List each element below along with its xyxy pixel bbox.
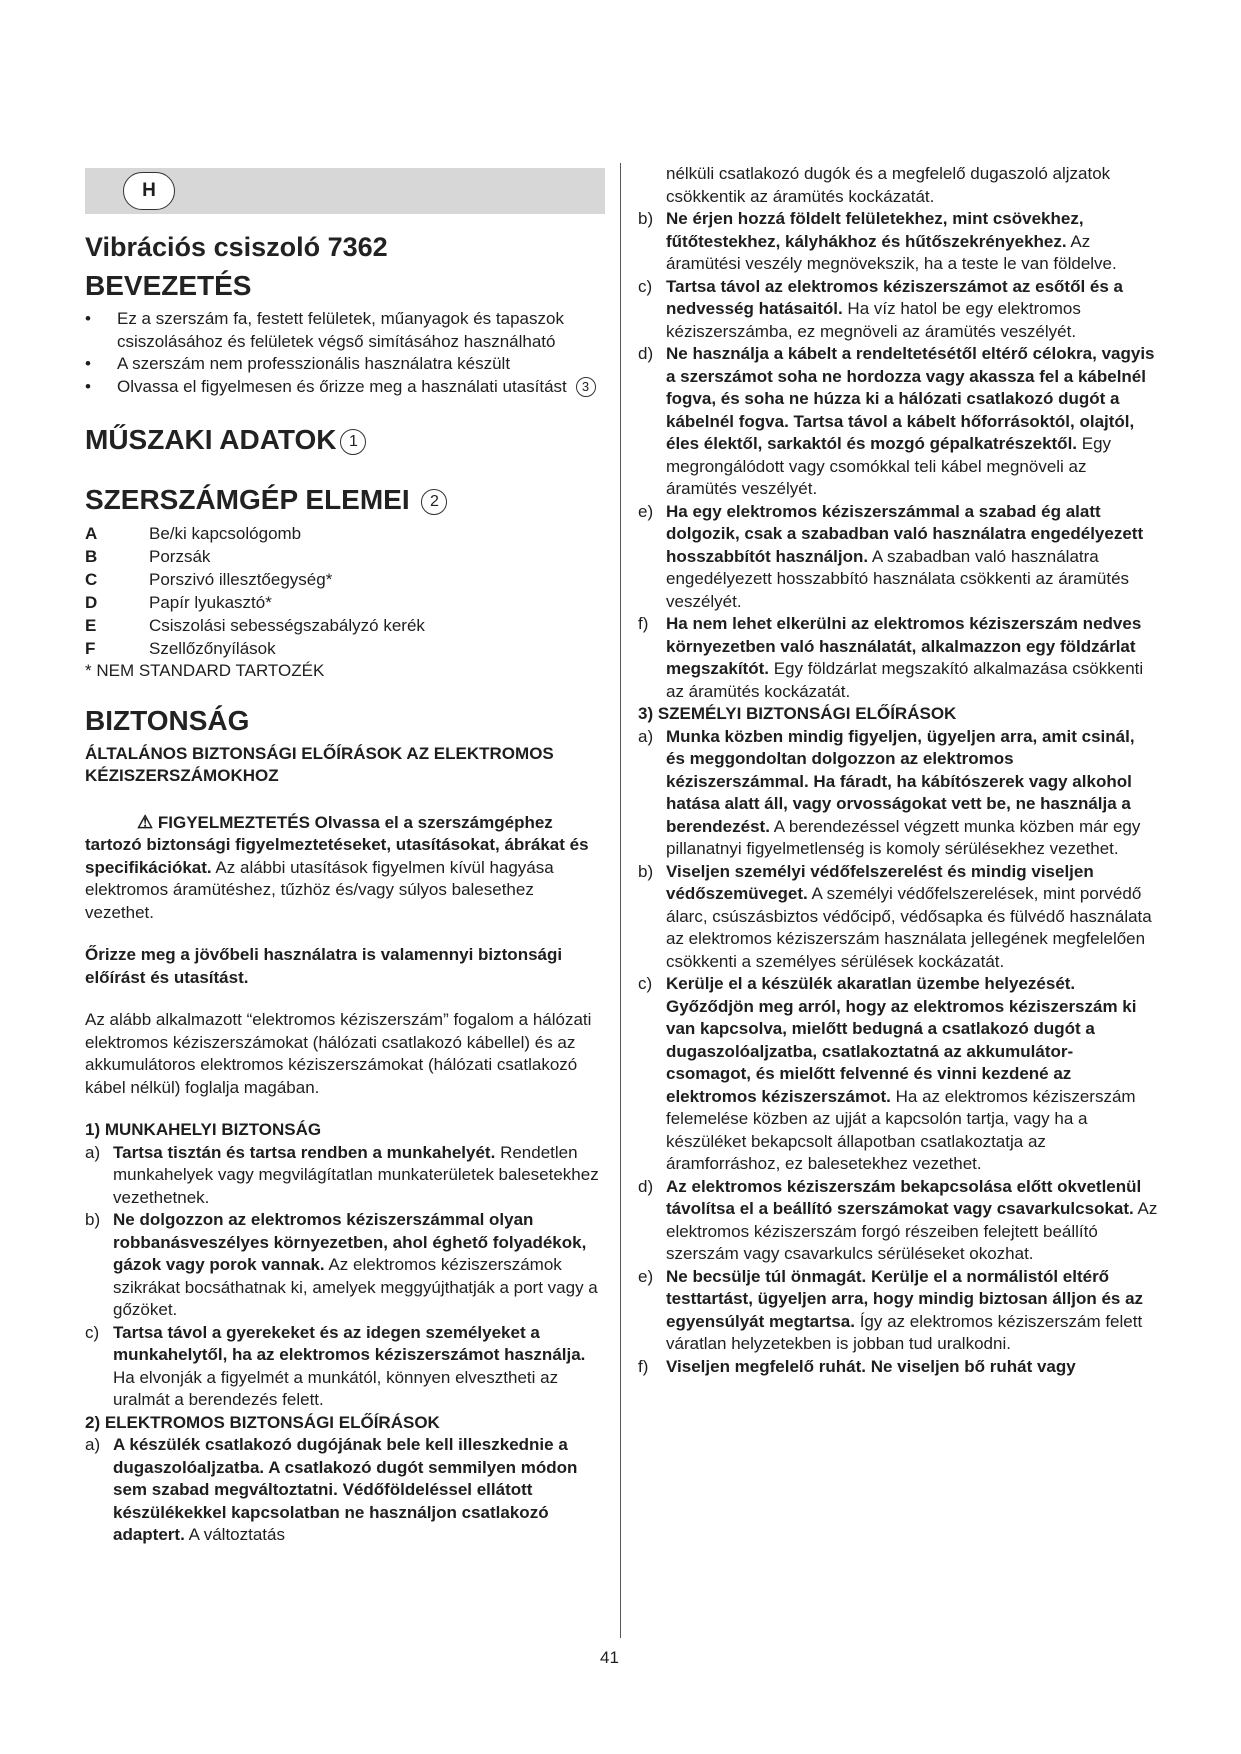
- list-item: f) Viseljen megfelelő ruhát. Ne viseljen bő ruhát vagy: [638, 1356, 1076, 1376]
- parts-footnote: * NEM STANDARD TARTOZÉK: [85, 661, 325, 680]
- parts-row: F Szellőzőnyílások: [85, 639, 276, 658]
- section-2-heading: 2) ELEKTROMOS BIZTONSÁGI ELŐÍRÁSOK: [85, 1412, 440, 1432]
- intro-bullet: • Olvassa el figyelmesen és őrizze meg a használati utasítást 3: [85, 376, 605, 399]
- list-item: d) Ne használja a kábelt a rendeltetésétől eltérő célokra, vagyis a szerszámot soha ne hordozza vagy akassza fel a kábelnél fogva, és soha ne húzza ki a hálózati csatlakozó dugót a kábelnél fogva. Tartsa távol a kábelt hőforrásoktól, olajtól, éles élektől, sarkaktól és mozgó gépalkatrészektől. Egy megrongálódott vagy csomókkal teli kábel megnöveli az áramütés veszélyét.: [638, 344, 1155, 498]
- language-bar: [85, 168, 605, 214]
- warning-icon: ⚠: [137, 811, 154, 832]
- definition-paragraph: Az alább alkalmazott “elektromos kéziszerszám” fogalom a hálózati elektromos kéziszerszámokat (hálózati csatlakozó kábellel) és az akkumulátoros elektromos kéziszerszámokat (hálózati csatlakozó kábel nélkül) foglalja magában.: [85, 1010, 592, 1097]
- section-1-heading: 1) MUNKAHELYI BIZTONSÁG: [85, 1120, 322, 1139]
- figure-ref-1: 1: [340, 429, 366, 455]
- list-item: e) Ha egy elektromos kéziszerszámmal a szabad ég alatt dolgozik, csak a szabadban való használatra engedélyezett hosszabbítót használjon. A szabadban való használatra engedélyezett hosszabbító használata csökkenti az áramütés veszélyét.: [638, 501, 1144, 611]
- left-column: [85, 168, 605, 1547]
- list-item: b) Ne érjen hozzá földelt felületekhez, mint csövekhez, fűtőtestekhez, kályhákhoz és hűtőszekrényekhez. Az áramütési veszély megnövekszik, ha a teste le van földelve.: [638, 209, 1117, 273]
- page-number: 41: [600, 1648, 619, 1667]
- safety-subheading: ÁLTALÁNOS BIZTONSÁGI ELŐÍRÁSOK AZ ELEKTROMOS KÉZISZERSZÁMOKHOZ: [85, 743, 554, 785]
- column-divider: [620, 163, 621, 1638]
- list-item: a) Munka közben mindig figyeljen, ügyeljen arra, amit csinál, és meggondoltan dolgozzon az elektromos kéziszerszámmal. Ha fáradt, ha kábítószerek vagy alkohol hatása alatt áll, vagy orvosságokat vett be, ne használja a berendezést. A berendezéssel végzett munka közben már egy pillanatnyi figyelmetlenség is komoly sérülésekhez vezethet.: [638, 726, 1141, 858]
- safety-heading: BIZTONSÁG: [85, 704, 250, 736]
- list-item: b) Viseljen személyi védőfelszerelést és mindig viseljen védőszemüveget. A személyi védőfelszerelések, mint porvédő álarc, csúszásbiztos védőcipő, védősapka és fülvédő használata az elektromos kéziszerszám használata jellegének megfelelően csökkenti a személyes sérülések kockázatát.: [638, 861, 1152, 971]
- parts-heading: SZERSZÁMGÉP ELEMEI 2: [85, 482, 605, 518]
- parts-row: B Porzsák: [85, 547, 211, 566]
- parts-row: E Csiszolási sebességszabályzó kerék: [85, 616, 425, 635]
- list-item: c) Tartsa távol a gyerekeket és az idegen személyeket a munkahelytől, ha az elektromos kéziszerszámot használja. Ha elvonják a figyelmét a munkától, könnyen elvesztheti az uralmát a berendezés felett.: [85, 1322, 586, 1409]
- list-item: f) Ha nem lehet elkerülni az elektromos kéziszerszám nedves környezetben való használatát, alkalmazzon egy földzárlat megszakítót. Egy földzárlat megszakító alkalmazása csökkenti az áramütés kockázatát.: [638, 614, 1144, 701]
- product-title: Vibrációs csiszoló 7362: [85, 232, 388, 262]
- list-item: c) Kerülje el a készülék akaratlan üzembe helyezését. Győződjön meg arról, hogy az elektromos kéziszerszám ki van kapcsolva, mielőtt bedugná a csatlakozó dugót a dugaszolóaljzatba, csatlakoztatná az akkumulátor-csomagot, és mielőtt felvenné és vinni kezdené az elektromos kéziszerszámot. Ha az elektromos kéziszerszám felemelése közben az ujját a kapcsolón tartja, vagy ha a készüléket bekapcsolt állapotban csatlakoztatja az áramforráshoz, ez balesetekhez vezethet.: [638, 974, 1137, 1173]
- language-badge: H: [123, 172, 175, 210]
- list-item: b) Ne dolgozzon az elektromos kéziszerszámmal olyan robbanásveszélyes környezetben, ahol éghető folyadékok, gázok vagy porok vannak. Az elektromos kéziszerszámok szikrákat bocsáthatnak ki, amelyek meggyújthatják a port vagy a gőzöket.: [85, 1210, 598, 1319]
- list-item: a) A készülék csatlakozó dugójának bele kell illeszkednie a dugaszolóaljzatba. A csatlakozó dugót semmilyen módon sem szabad megváltoztatni. Védőföldeléssel ellátott készülékekkel kapcsolatban ne használjon csatlakozó adaptert. A változtatás: [85, 1435, 578, 1544]
- parts-row: C Porszivó illesztőegység*: [85, 570, 333, 589]
- list-item: a) Tartsa tisztán és tartsa rendben a munkahelyét. Rendetlen munkahelyek vagy megvilágítatlan munkaterületek balesetekhez vezethetnek.: [85, 1142, 599, 1207]
- figure-ref-2: 2: [421, 489, 447, 515]
- parts-row: D Papír lyukasztó*: [85, 593, 272, 612]
- list-item: e) Ne becsülje túl önmagát. Kerülje el a normálistól eltérő testtartást, ügyeljen arra, hogy mindig biztosan álljon és az egyensúlyát megtartsa. Így az elektromos kéziszerszám felett váratlan helyzetekben is jobban tud uralkodni.: [638, 1266, 1144, 1353]
- intro-bullet: • Ez a szerszám fa, festett felületek, műanyagok és tapaszok csiszolásához és felületek végső simításához használható: [85, 309, 564, 351]
- list-item: d) Az elektromos kéziszerszám bekapcsolása előtt okvetlenül távolítsa el a beállító szerszámokat vagy csavarkulcsokat. Az elektromos kéziszerszám forgó részeiben felejtett beállító szerszám vagy csavarkulcs sérüléseket okozhat.: [638, 1176, 1158, 1263]
- tech-heading: MŰSZAKI ADATOK 1: [85, 422, 605, 458]
- right-column: [638, 163, 1158, 1378]
- list-item: c) Tartsa távol az elektromos kéziszerszámot az esőtől és a nedvesség hatásaitól. Ha víz hatol be egy elektromos kéziszerszámba, ez megnöveli az áramütés veszélyét.: [638, 276, 1123, 341]
- list-item-continued: nélküli csatlakozó dugók és a megfelelő dugaszoló aljzatok csökkentik az áramütés kockázatát.: [666, 164, 1111, 206]
- warning-paragraph: ⚠ FIGYELMEZTETÉS Olvassa el a szerszámgéphez tartozó biztonsági figyelmeztetéseket, utasításokat, ábrákat és specifikációkat. Az alábbi utasítások figyelmen kívül hagyása elektromos áramütéshez, tűzhöz és/vagy súlyos balesethez vezethet.: [85, 811, 589, 922]
- intro-heading: BEVEZETÉS: [85, 270, 252, 301]
- parts-list: [85, 522, 425, 660]
- keep-instructions: Őrizze meg a jövőbeli használatra is valamennyi biztonsági előírást és utasítást.: [85, 945, 563, 987]
- parts-row: A Be/ki kapcsológomb: [85, 524, 302, 543]
- figure-ref-3: 3: [576, 377, 596, 397]
- section-3-heading: 3) SZEMÉLYI BIZTONSÁGI ELŐÍRÁSOK: [638, 704, 957, 723]
- intro-bullet: • A szerszám nem professzionális használatra készült: [85, 354, 511, 373]
